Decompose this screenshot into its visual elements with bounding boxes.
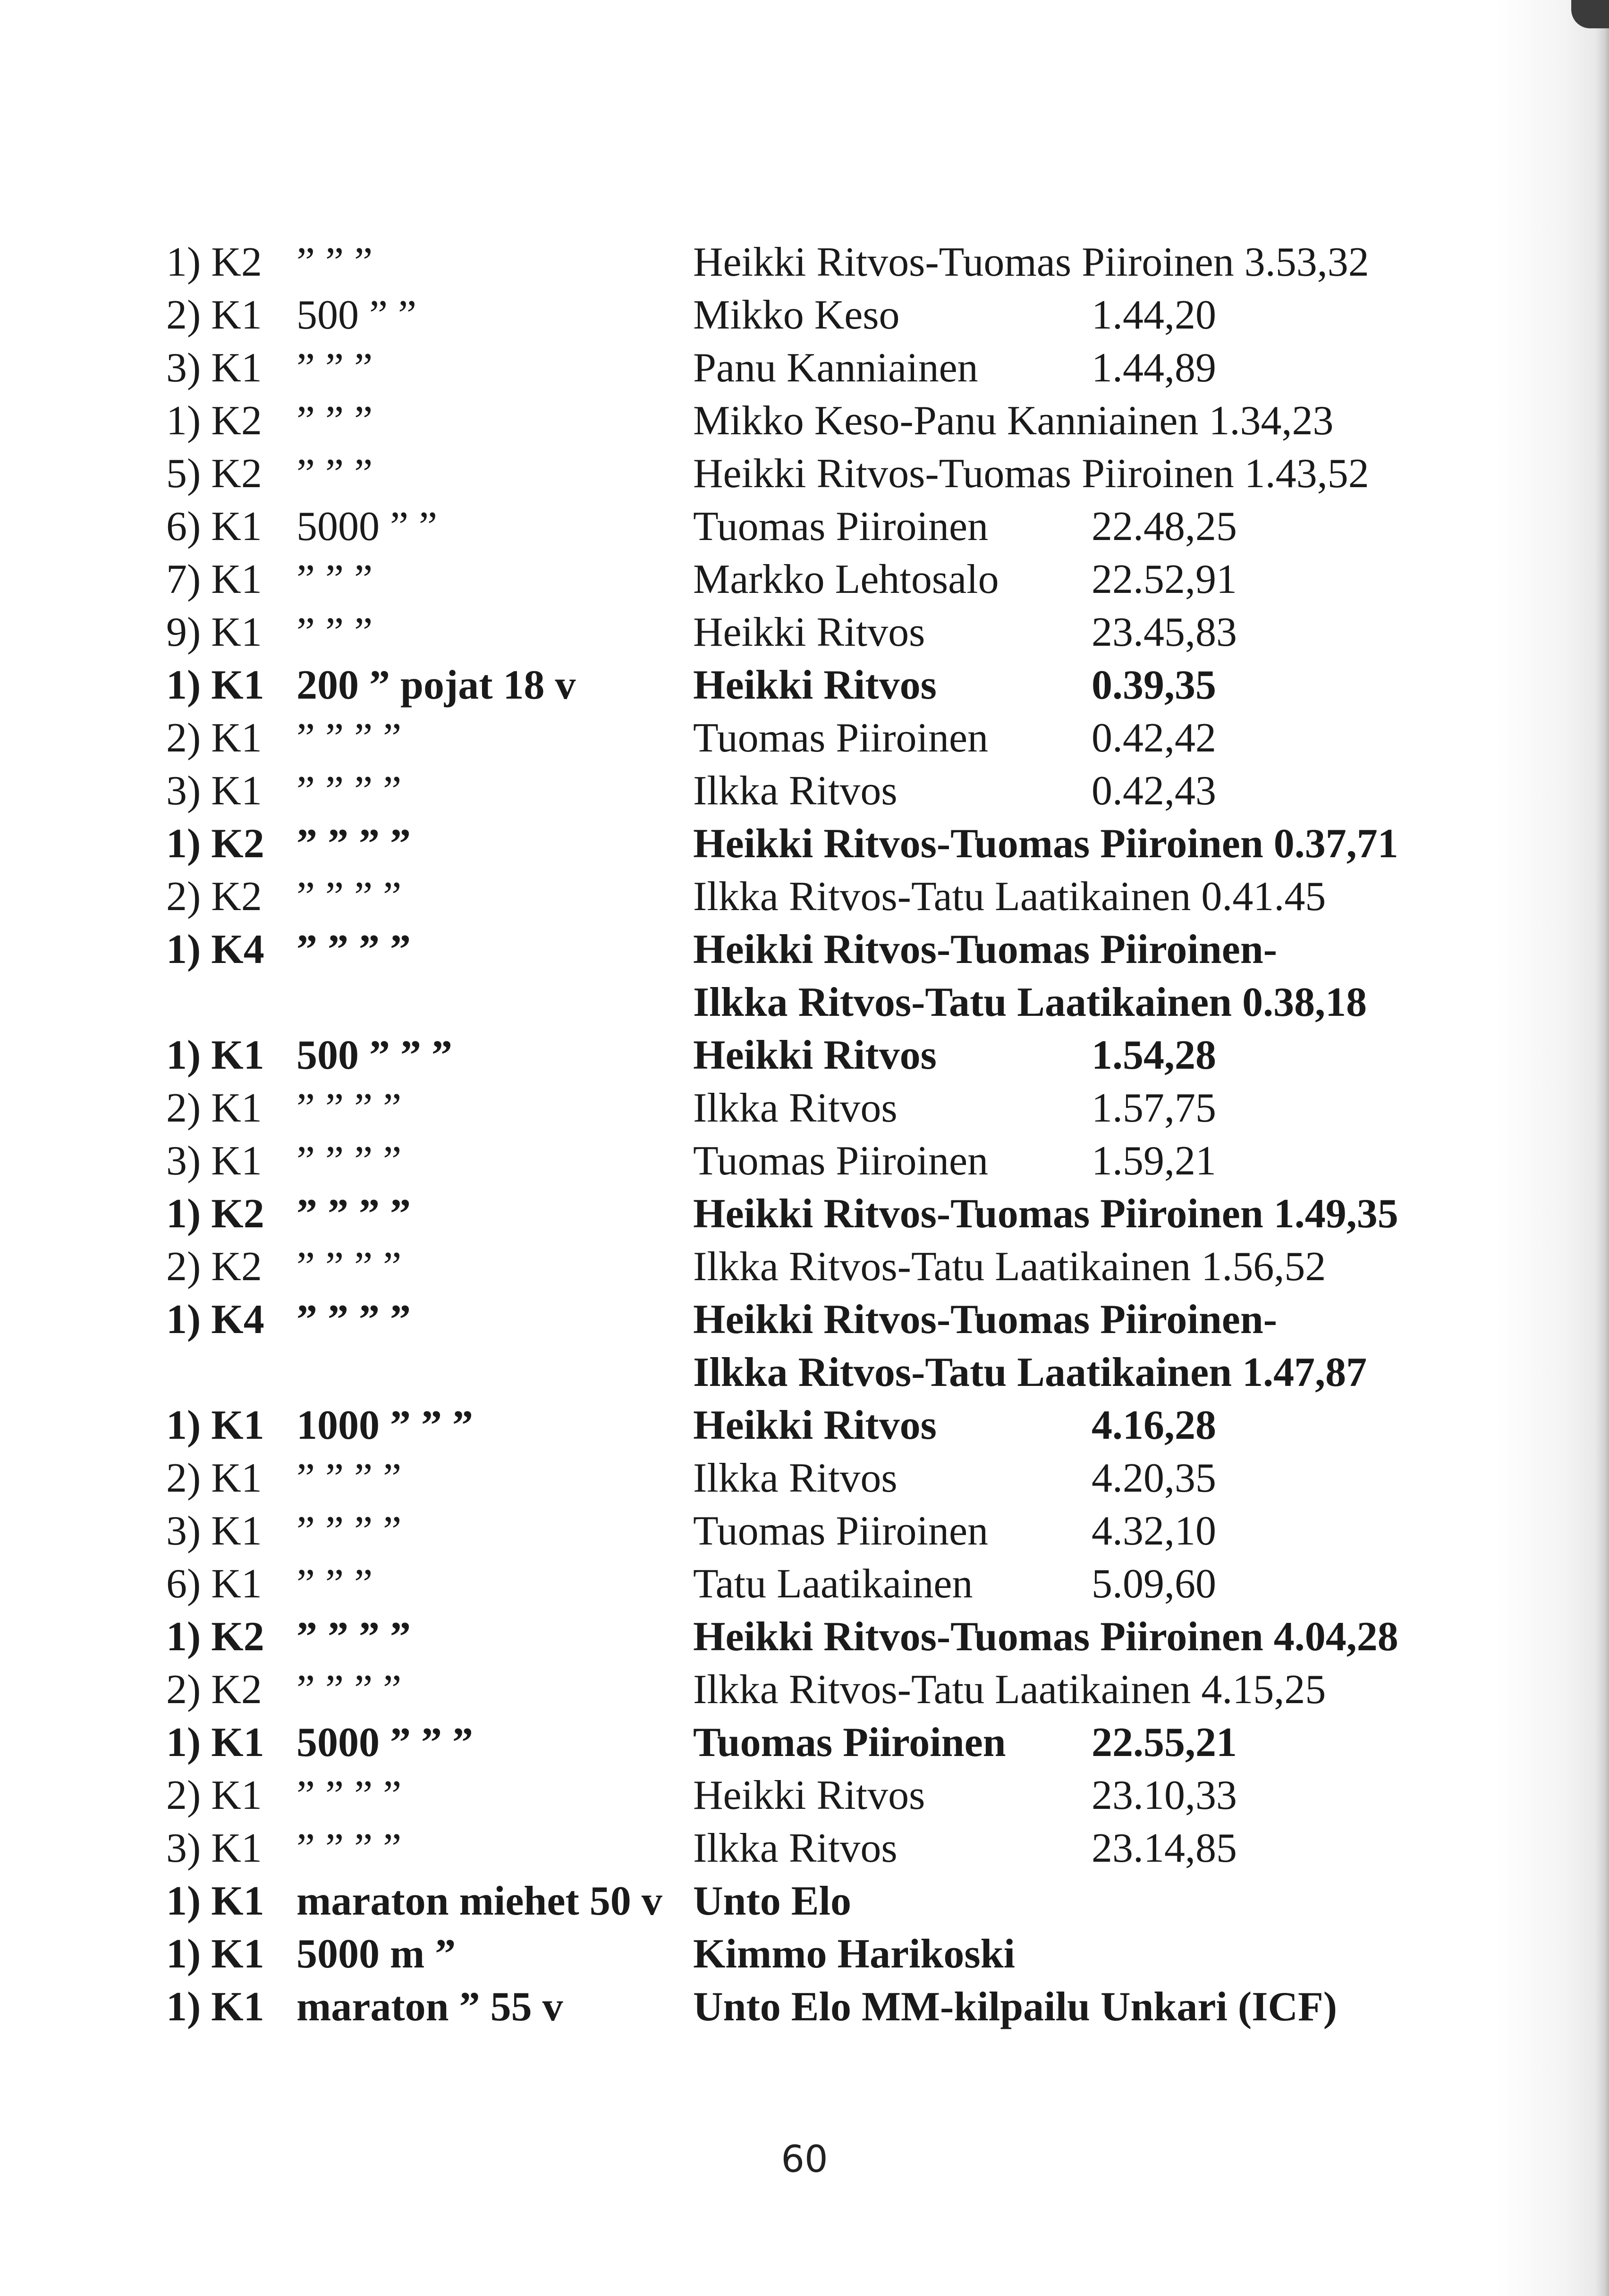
result-row <box>166 342 1488 395</box>
result-row <box>166 1558 1488 1611</box>
result-row <box>166 659 1488 712</box>
result-event: 1000 ” ” ” <box>296 1402 473 1448</box>
result-time: 1.54,28 <box>1092 1032 1216 1078</box>
result-name: Markko Lehtosalo <box>693 557 999 602</box>
result-row <box>166 1241 1488 1293</box>
results-list <box>166 236 1488 2034</box>
result-time: 23.45,83 <box>1092 609 1237 655</box>
result-row <box>166 870 1488 923</box>
result-event: maraton miehet 50 v <box>296 1878 662 1924</box>
result-name: Ilkka Ritvos-Tatu Laatikainen 1.47,87 <box>693 1350 1367 1395</box>
result-name: Heikki Ritvos-Tuomas Piiroinen- <box>693 927 1278 972</box>
result-row <box>166 923 1488 976</box>
result-row <box>166 1505 1488 1558</box>
result-place: 1) K2 <box>166 398 262 444</box>
result-name: Ilkka Ritvos-Tatu Laatikainen 0.38,18 <box>693 979 1367 1025</box>
result-name: Heikki Ritvos <box>693 662 937 708</box>
result-time: 1.57,75 <box>1092 1085 1216 1131</box>
result-event: ” ” ” ” <box>296 715 402 761</box>
result-row <box>166 1188 1488 1241</box>
result-name: Mikko Keso <box>693 292 900 338</box>
result-place: 3) K1 <box>166 345 262 391</box>
result-place: 3) K1 <box>166 768 262 814</box>
result-row <box>166 818 1488 870</box>
result-place: 2) K2 <box>166 1667 262 1713</box>
result-event: ” ” ” ” <box>296 1508 402 1554</box>
result-row <box>166 606 1488 659</box>
result-place: 7) K1 <box>166 557 262 602</box>
result-event: ” ” ” ” <box>296 1667 402 1713</box>
result-place: 1) K1 <box>166 662 264 708</box>
result-place: 1) K1 <box>166 1984 264 2030</box>
result-name: Heikki Ritvos-Tuomas Piiroinen 1.49,35 <box>693 1191 1398 1237</box>
result-time: 23.14,85 <box>1092 1825 1237 1871</box>
result-name: Heikki Ritvos <box>693 1773 925 1818</box>
result-place: 2) K1 <box>166 715 262 761</box>
result-name: Ilkka Ritvos-Tatu Laatikainen 0.41.45 <box>693 874 1326 920</box>
result-place: 1) K1 <box>166 1032 264 1078</box>
result-place: 2) K1 <box>166 1455 262 1501</box>
result-event: 500 ” ” ” <box>296 1032 452 1078</box>
result-event: ” ” ” ” <box>296 927 411 972</box>
result-name: Panu Kanniainen <box>693 345 978 391</box>
result-row <box>166 1663 1488 1716</box>
result-time: 0.42,42 <box>1092 715 1216 761</box>
result-time: 5.09,60 <box>1092 1561 1216 1607</box>
result-name: Ilkka Ritvos <box>693 1085 898 1131</box>
result-name: Unto Elo MM-kilpailu Unkari (ICF) <box>693 1984 1338 2030</box>
result-name: Tatu Laatikainen <box>693 1561 973 1607</box>
result-time: 1.44,20 <box>1092 292 1216 338</box>
result-place: 1) K2 <box>166 1614 264 1660</box>
result-row <box>166 1875 1488 1928</box>
result-time: 1.44,89 <box>1092 345 1216 391</box>
result-place: 1) K4 <box>166 1297 264 1342</box>
result-row <box>166 1981 1488 2034</box>
result-place: 2) K1 <box>166 292 262 338</box>
result-place: 1) K1 <box>166 1402 264 1448</box>
page-edge-shadow <box>1496 0 1609 2296</box>
result-event: ” ” ” ” <box>296 1244 402 1290</box>
result-time: 4.16,28 <box>1092 1402 1216 1448</box>
result-event: ” ” ” ” <box>296 1455 402 1501</box>
result-time: 0.42,43 <box>1092 768 1216 814</box>
result-event: 500 ” ” <box>296 292 417 338</box>
result-place: 1) K1 <box>166 1720 264 1765</box>
result-event: 5000 m ” <box>296 1931 456 1977</box>
result-row <box>166 1135 1488 1188</box>
result-name: Heikki Ritvos-Tuomas Piiroinen 1.43,52 <box>693 451 1369 497</box>
result-event: ” ” ” <box>296 451 373 497</box>
result-row <box>166 1346 1488 1399</box>
result-name: Tuomas Piiroinen <box>693 504 989 549</box>
result-name: Heikki Ritvos <box>693 609 925 655</box>
result-event: 5000 ” ” <box>296 504 438 549</box>
result-name: Tuomas Piiroinen <box>693 715 989 761</box>
result-event: ” ” ” <box>296 239 373 285</box>
result-row <box>166 1082 1488 1135</box>
result-event: maraton ” 55 v <box>296 1984 563 2030</box>
result-event: 200 ” pojat 18 v <box>296 662 576 708</box>
result-name: Heikki Ritvos <box>693 1032 937 1078</box>
result-event: ” ” ” ” <box>296 768 402 814</box>
result-event: ” ” ” ” <box>296 874 402 920</box>
result-row <box>166 1716 1488 1769</box>
result-event: ” ” ” <box>296 398 373 444</box>
result-place: 1) K1 <box>166 1878 264 1924</box>
result-name: Tuomas Piiroinen <box>693 1720 1006 1765</box>
result-place: 3) K1 <box>166 1508 262 1554</box>
result-event: 5000 ” ” ” <box>296 1720 473 1765</box>
result-event: ” ” ” <box>296 557 373 602</box>
result-row <box>166 1029 1488 1082</box>
result-name: Ilkka Ritvos-Tatu Laatikainen 4.15,25 <box>693 1667 1326 1713</box>
page-number: 60 <box>781 2138 828 2181</box>
result-name: Ilkka Ritvos <box>693 1825 898 1871</box>
result-name: Heikki Ritvos <box>693 1402 937 1448</box>
result-place: 3) K1 <box>166 1825 262 1871</box>
result-row <box>166 1452 1488 1505</box>
result-event: ” ” ” ” <box>296 1191 411 1237</box>
result-event: ” ” ” ” <box>296 1085 402 1131</box>
result-name: Heikki Ritvos-Tuomas Piiroinen 0.37,71 <box>693 821 1398 867</box>
result-place: 1) K2 <box>166 239 262 285</box>
result-row <box>166 1822 1488 1875</box>
result-name: Mikko Keso-Panu Kanniainen 1.34,23 <box>693 398 1334 444</box>
result-row <box>166 236 1488 289</box>
result-row <box>166 1611 1488 1663</box>
result-name: Tuomas Piiroinen <box>693 1138 989 1184</box>
result-event: ” ” ” ” <box>296 1297 411 1342</box>
result-place: 6) K1 <box>166 504 262 549</box>
result-name: Ilkka Ritvos <box>693 1455 898 1501</box>
result-place: 2) K2 <box>166 1244 262 1290</box>
result-place: 1) K2 <box>166 821 264 867</box>
result-place: 1) K2 <box>166 1191 264 1237</box>
result-event: ” ” ” <box>296 345 373 391</box>
result-row <box>166 976 1488 1029</box>
result-row <box>166 712 1488 765</box>
result-place: 2) K1 <box>166 1085 262 1131</box>
result-event: ” ” ” ” <box>296 1138 402 1184</box>
result-event: ” ” ” ” <box>296 821 411 867</box>
result-time: 22.52,91 <box>1092 557 1237 602</box>
result-name: Tuomas Piiroinen <box>693 1508 989 1554</box>
result-event: ” ” ” ” <box>296 1825 402 1871</box>
result-row <box>166 289 1488 342</box>
result-place: 5) K2 <box>166 451 262 497</box>
result-row <box>166 1928 1488 1981</box>
result-place: 1) K1 <box>166 1931 264 1977</box>
result-name: Unto Elo <box>693 1878 851 1924</box>
result-row <box>166 1769 1488 1822</box>
result-place: 2) K1 <box>166 1773 262 1818</box>
result-row <box>166 395 1488 447</box>
result-row <box>166 500 1488 553</box>
result-time: 22.48,25 <box>1092 504 1237 549</box>
result-row <box>166 1399 1488 1452</box>
result-name: Heikki Ritvos-Tuomas Piiroinen 4.04,28 <box>693 1614 1398 1660</box>
result-event: ” ” ” ” <box>296 1614 411 1660</box>
result-row <box>166 1293 1488 1346</box>
result-place: 2) K2 <box>166 874 262 920</box>
result-event: ” ” ” <box>296 609 373 655</box>
result-time: 0.39,35 <box>1092 662 1216 708</box>
result-place: 9) K1 <box>166 609 262 655</box>
result-name: Kimmo Harikoski <box>693 1931 1016 1977</box>
result-row <box>166 553 1488 606</box>
result-place: 1) K4 <box>166 927 264 972</box>
result-time: 4.32,10 <box>1092 1508 1216 1554</box>
result-name: Ilkka Ritvos-Tatu Laatikainen 1.56,52 <box>693 1244 1326 1290</box>
result-row <box>166 765 1488 818</box>
result-place: 3) K1 <box>166 1138 262 1184</box>
result-row <box>166 447 1488 500</box>
result-time: 22.55,21 <box>1092 1720 1237 1765</box>
result-time: 1.59,21 <box>1092 1138 1216 1184</box>
result-event: ” ” ” ” <box>296 1773 402 1818</box>
result-place: 6) K1 <box>166 1561 262 1607</box>
result-event: ” ” ” <box>296 1561 373 1607</box>
result-name: Ilkka Ritvos <box>693 768 898 814</box>
result-time: 4.20,35 <box>1092 1455 1216 1501</box>
result-name: Heikki Ritvos-Tuomas Piiroinen- <box>693 1297 1278 1342</box>
result-time: 23.10,33 <box>1092 1773 1237 1818</box>
result-name: Heikki Ritvos-Tuomas Piiroinen 3.53,32 <box>693 239 1369 285</box>
